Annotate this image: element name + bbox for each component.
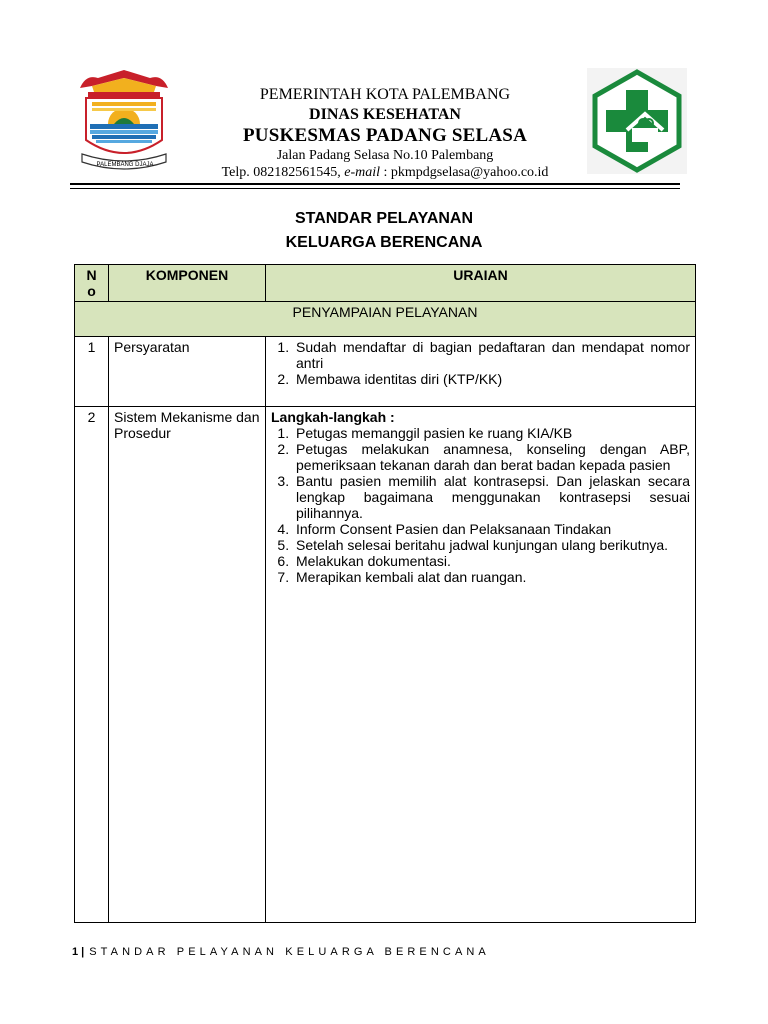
contact-email: : pkmpdgselasa@yahoo.co.id [380,165,549,181]
list-item: 4. Inform Consent Pasien dan Pelaksanaan Tindakan [293,521,690,537]
header-component: KOMPONEN [109,265,266,302]
letterhead-address: Jalan Padang Selasa No.10 Palembang [276,148,494,164]
footer-separator: | [81,946,85,958]
footer-text: STANDAR PELAYANAN KELUARGA BERENCANA [89,946,490,958]
row-component: Sistem Mekanisme dan Prosedur [109,407,266,923]
section-title: PENYAMPAIAN PELAYANAN [75,302,696,337]
table-row [75,337,696,407]
document-subtitle: KELUARGA BERENCANA [285,234,483,251]
list-item: 2. Membawa identitas diri (KTP/KK) [293,371,690,387]
document-title: STANDAR PELAYANAN [294,210,474,227]
letterhead-contact [180,164,590,181]
letterhead-divider-thick [70,183,680,185]
table-row [75,407,696,923]
list-item: 7. Merapikan kembali alat dan ruangan. [293,569,690,585]
contact-phone: Telp. 082182561545, [221,165,345,181]
list-item: 3. Bantu pasien memilih alat kontrasepsi. Dan jelaskan secara lengkap bagaimana menggunakan kontrasepsi sesuai pilihannya. [293,473,690,521]
steps-heading: Langkah-langkah : [271,409,395,425]
section-row [75,302,696,337]
row-description [266,337,696,407]
row-no: 1 [75,337,109,407]
letterhead-government: PEMERINTAH KOTA PALEMBANG [259,86,511,103]
page-number: 1 [72,946,79,958]
list-item: 2. Petugas melakukan anamnesa, konseling dengan ABP, pemeriksaan tekanan darah dan berat badan kepada pasien [293,441,690,473]
list-item: 5. Setelah selesai beritahu jadwal kunjungan ulang berikutnya. [293,537,690,553]
palembang-emblem-icon [74,68,174,176]
list-item: 1. Petugas memanggil pasien ke ruang KIA/KB [293,425,690,441]
header-description: URAIAN [266,265,696,302]
letterhead [180,85,590,181]
list-item: 6. Melakukan dokumentasi. [293,553,690,569]
row-no: 2 [75,407,109,923]
header-no [75,265,109,302]
puskesmas-logo-icon [587,68,687,174]
header-no-text: N o [86,267,97,299]
emblem-banner-text: PALEMBANG DJAJA [96,162,154,168]
letterhead-institution: PUSKESMAS PADANG SELASA [242,125,527,147]
letterhead-divider-thin [70,188,680,189]
table-header-row [75,265,696,302]
page-footer [72,946,490,958]
procedure-list [271,425,690,585]
list-item: 1. Sudah mendaftar di bagian pedaftaran dan mendapat nomor antri [293,339,690,371]
service-standard-table [74,264,696,923]
contact-email-label: e-mail [344,165,381,181]
row-component: Persyaratan [109,337,266,407]
requirements-list [271,339,690,387]
row-description [266,407,696,923]
letterhead-department: DINAS KESEHATAN [309,105,461,123]
